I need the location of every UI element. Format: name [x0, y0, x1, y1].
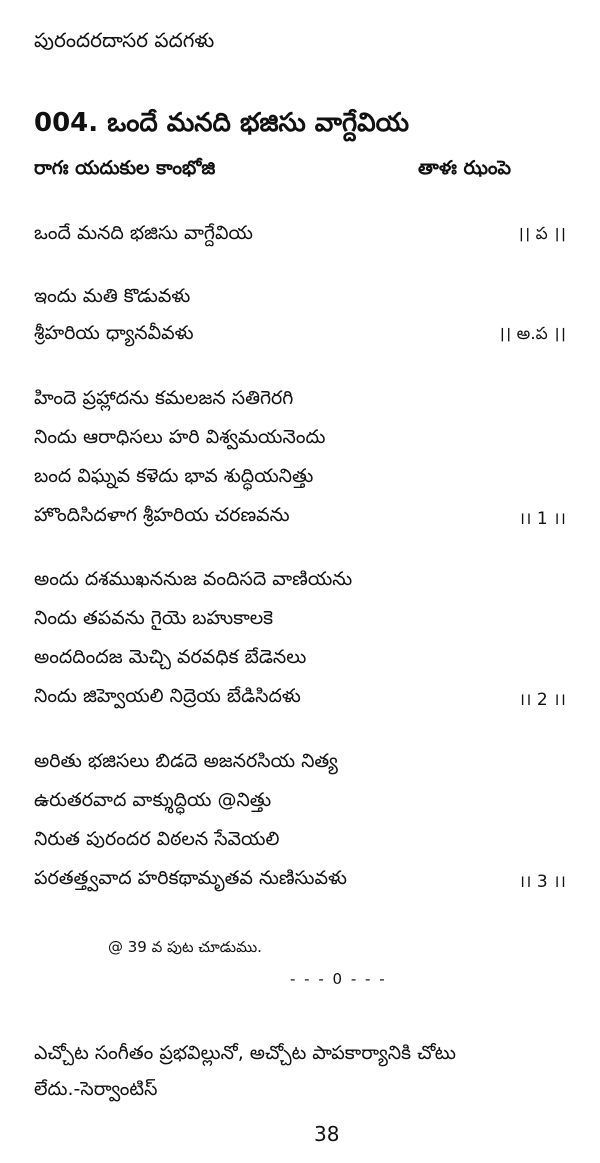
verse-line: నిరుత పురందర విఠలన సేవెయలి	[34, 828, 280, 850]
section-divider: - - - 0 - - -	[290, 970, 387, 988]
verse-line: శ్రీహరియ ధ్యానవీవళు	[34, 322, 194, 344]
verse-line: ఒందే మనది భజిసు వాగ్దేవియ	[34, 222, 253, 244]
charana-3-marker: ।। 3 ।।	[518, 872, 566, 892]
verse-line: నిందు ఆరాధిసలు హరి విశ్వమయనెందు	[34, 426, 326, 448]
pallavi-marker: ।। ప ।।	[517, 224, 566, 244]
verse-line: నిందు తపవను గైయె బహుకాలకె	[34, 607, 274, 629]
footnote: @ 39 వ పుట చూడుము.	[108, 938, 262, 956]
verse-line: నిందు జిహ్వెయలి నిద్రెయ బేడిసిదళు	[34, 685, 301, 707]
verse-line: పరతత్త్వవాద హరికథామృతవ నుణిసువళు	[34, 867, 347, 889]
quote-line-2: లేదు.-సెర్వాంటిస్	[34, 1078, 158, 1100]
verse-line: అందదిందజ మెచ్చి వరవధిక బేడెనలు	[34, 646, 307, 668]
raga-label: రాగః యదుకుల కాంభోజి	[34, 157, 216, 179]
charana-2-marker: ।। 2 ।।	[518, 690, 566, 710]
quote-line-1: ఎచ్చోట సంగీతం ప్రభవిల్లునో, అచ్చోట పాపకార్యానికి చోటు	[34, 1042, 456, 1064]
song-title: 004. ఒందే మనది భజిసు వాగ్దేవియ	[34, 108, 410, 138]
verse-line: ఉరుతరవాద వాక్శుద్ధియ @నిత్తు	[34, 789, 272, 811]
verse-line: అరితు భజిసలు బిడదె అజనరసియ నిత్య	[34, 750, 338, 772]
charana-1-marker: ।। 1 ।।	[518, 509, 566, 529]
verse-line: హొందిసిదళాగ శ్రీహరియ చరణవను	[34, 504, 290, 526]
book-header: పురందరదాసర పదగళు	[34, 28, 215, 52]
verse-line: అందు దశముఖననుజ వందిసదె వాణియను	[34, 568, 353, 590]
verse-line: బంద విఘ్నవ కళెదు భావ శుద్ధియనిత్తు	[34, 465, 314, 487]
verse-line: హిందె ప్రహ్లాదను కమలజన సతిగెరగి	[34, 387, 294, 409]
verse-line: ఇందు మతి కొడువళు	[34, 285, 191, 307]
tala-label: తాళః ఝంపె	[418, 157, 512, 179]
anupallavi-marker: ।। అ.ప ।।	[498, 324, 566, 344]
page-number: 38	[314, 1122, 340, 1146]
